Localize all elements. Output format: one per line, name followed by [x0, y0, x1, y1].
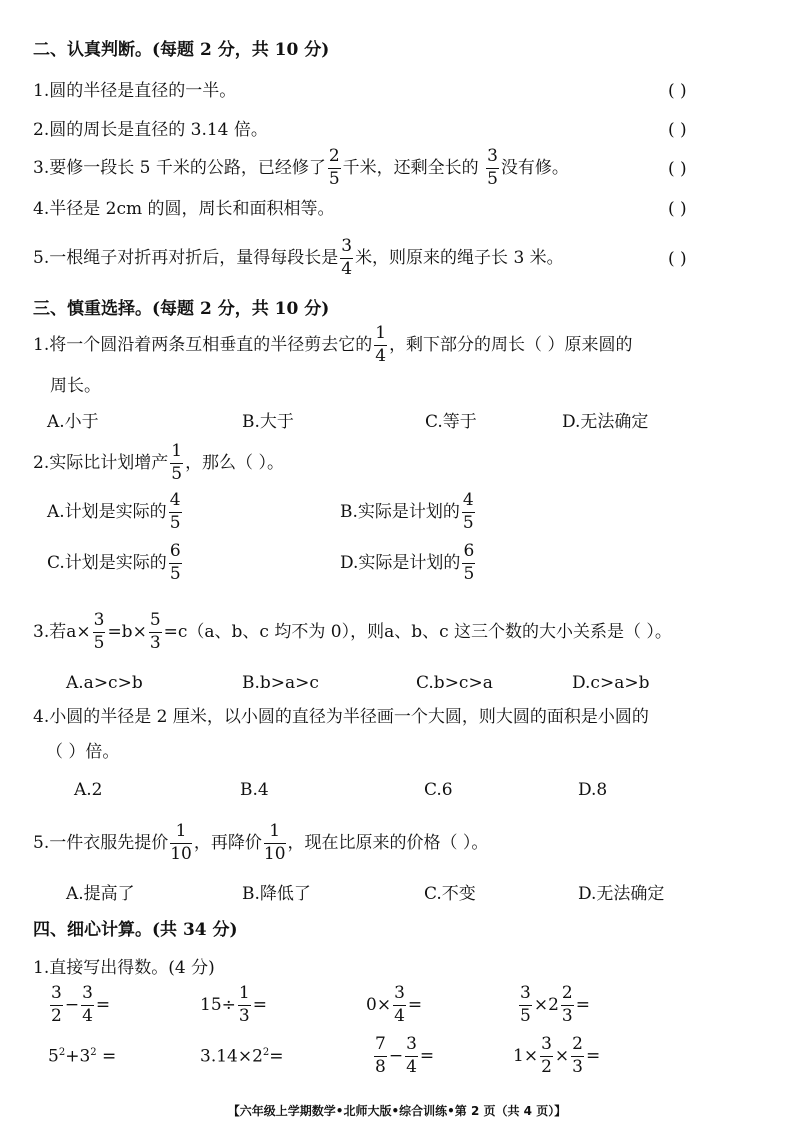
s3-question-4: 4.小圆的半径是 2 厘米，以小圆的直径为半径画一个大圆，则大圆的面积是小圆的	[33, 707, 649, 727]
s3-q5-option-d[interactable]: D.无法确定	[578, 884, 665, 904]
s3-q2-option-b[interactable]: B.实际是计划的 $\frac{4}{5}$	[340, 490, 474, 533]
s3-q3-text-a: 3.若a×	[33, 621, 91, 642]
s3-q1-continuation: 周长。	[50, 376, 101, 396]
fraction: $\frac{1}{10}$	[170, 821, 192, 864]
fraction: $\frac{2}{3}$	[561, 983, 573, 1026]
s3-q4-continuation: （ ）倍。	[46, 742, 120, 762]
s2-q3-text-b: 千米，还剩全长的	[342, 157, 485, 178]
fraction: $\frac{6}{5}$	[169, 541, 181, 584]
fraction: $\frac{3}{4}$	[406, 1034, 417, 1077]
fraction: $\frac{6}{5}$	[463, 541, 475, 584]
s4-question-1: 1.直接写出得数。(4 分)	[33, 958, 215, 978]
s3-q3-option-a[interactable]: A.a>c>b	[66, 673, 143, 693]
fraction: $\frac{1}{5}$	[171, 441, 183, 484]
s3-q5-text-a: 5.一件衣服先提价	[33, 832, 169, 853]
calc-expression-3: 0× $\frac{3}{4}$ =	[366, 983, 423, 1026]
s3-q3-option-d[interactable]: D.c>a>b	[572, 673, 650, 693]
s2-q4-answer-paren[interactable]: ( )	[668, 199, 687, 219]
s3-q1-option-a[interactable]: A.小于	[47, 412, 99, 432]
s3-q3-option-c[interactable]: C.b>c>a	[416, 673, 493, 693]
calc-expression-7: $\frac{7}{8}$ − $\frac{3}{4}$ =	[375, 1034, 435, 1077]
s2-q5-answer-paren[interactable]: ( )	[668, 249, 687, 269]
s2-question-2: 2.圆的周长是直径的 3.14 倍。	[33, 120, 268, 140]
s3-q1-option-c[interactable]: C.等于	[425, 412, 477, 432]
s3-q5-option-a[interactable]: A.提高了	[66, 884, 135, 904]
s3-question-1	[33, 325, 632, 366]
s2-question-5	[33, 238, 564, 279]
s3-q1-text-a: 1.将一个圆沿着两条互相垂直的半径剪去它的	[33, 334, 373, 355]
s3-q3-text-b: =b×	[107, 621, 147, 642]
s2-q3-text-c: 没有修。	[500, 157, 569, 178]
s3-q2-text-b: ，那么（ ）。	[185, 452, 284, 473]
fraction: $\frac{5}{3}$	[149, 610, 161, 653]
section2-heading: 二、认真判断。(每题 2 分，共 10 分)	[33, 40, 330, 60]
fraction: $\frac{3}{5}$	[487, 146, 498, 189]
fraction: $\frac{2}{3}$	[572, 1034, 583, 1077]
s2-question-4: 4.半径是 2cm 的圆，周长和面积相等。	[33, 199, 335, 219]
s3-question-2	[33, 443, 284, 484]
s3-q2-option-a[interactable]: A.计划是实际的 $\frac{4}{5}$	[47, 490, 181, 533]
s3-q1-option-d[interactable]: D.无法确定	[562, 412, 649, 432]
s2-q3-answer-paren[interactable]: ( )	[668, 159, 687, 179]
s3-q1-text-b: ，剩下部分的周长（ ）原来圆的	[389, 334, 633, 355]
section4-heading: 四、细心计算。(共 34 分)	[33, 920, 238, 940]
fraction: $\frac{3}{4}$	[82, 983, 93, 1026]
fraction: $\frac{3}{5}$	[93, 610, 105, 653]
fraction: $\frac{3}{2}$	[51, 983, 62, 1026]
s2-q5-text-a: 5.一根绳子对折再对折后，量得每段长是	[33, 247, 339, 268]
s3-q2-text-a: 2.实际比计划增产	[33, 452, 169, 473]
fraction: $\frac{1}{10}$	[263, 821, 286, 864]
s3-q5-option-c[interactable]: C.不变	[424, 884, 476, 904]
s2-q1-answer-paren[interactable]: ( )	[668, 81, 687, 101]
s3-q1-option-b[interactable]: B.大于	[242, 412, 294, 432]
fraction: $\frac{1}{3}$	[238, 983, 250, 1026]
s2-q3-text-a: 3.要修一段长 5 千米的公路，已经修了	[33, 157, 326, 178]
s3-q5-option-b[interactable]: B.降低了	[242, 884, 311, 904]
s3-question-3	[33, 612, 672, 653]
fraction: $\frac{4}{5}$	[169, 490, 181, 533]
page-footer: 【六年级上学期数学•北师大版•综合训练•第 2 页（共 4 页）】	[227, 1104, 567, 1118]
s2-question-3	[33, 148, 569, 189]
fraction: $\frac{3}{4}$	[394, 983, 405, 1026]
s3-q4-option-a[interactable]: A.2	[74, 780, 103, 800]
calc-expression-4: $\frac{3}{5}$ ×2 $\frac{2}{3}$ =	[520, 983, 590, 1026]
s3-q4-option-b[interactable]: B.4	[240, 780, 269, 800]
s3-q2-option-d[interactable]: D.实际是计划的 $\frac{6}{5}$	[340, 541, 475, 584]
s3-q2-option-c[interactable]: C.计划是实际的 $\frac{6}{5}$	[47, 541, 181, 584]
s2-q5-text-b: 米，则原来的绳子长 3 米。	[355, 247, 564, 268]
fraction: $\frac{1}{4}$	[375, 323, 387, 366]
calc-expression-5: $5^2+3^2$ =	[48, 1046, 117, 1067]
section3-heading: 三、慎重选择。(每题 2 分，共 10 分)	[33, 299, 330, 319]
fraction: $\frac{7}{8}$	[375, 1034, 386, 1077]
fraction: $\frac{3}{4}$	[341, 236, 353, 279]
s3-q4-option-d[interactable]: D.8	[578, 780, 608, 800]
s3-q3-option-b[interactable]: B.b>a>c	[242, 673, 319, 693]
calc-expression-6: $3.14\times 2^2=$	[200, 1046, 284, 1067]
s3-q5-text-b: ，再降价	[193, 832, 262, 853]
s3-q5-text-c: ，现在比原来的价格（ ）。	[287, 832, 489, 853]
calc-expression-8: 1× $\frac{3}{2}$ × $\frac{2}{3}$ =	[513, 1034, 601, 1077]
fraction: $\frac{4}{5}$	[462, 490, 474, 533]
s2-question-1: 1.圆的半径是直径的一半。	[33, 81, 237, 101]
s3-q3-text-c: =c（a、b、c 均不为 0），则a、b、c 这三个数的大小关系是（ ）。	[163, 621, 672, 642]
calc-expression-1: $\frac{3}{2}$ − $\frac{3}{4}$ =	[51, 983, 111, 1026]
s3-q4-option-c[interactable]: C.6	[424, 780, 453, 800]
s2-q2-answer-paren[interactable]: ( )	[668, 120, 687, 140]
s3-question-5	[33, 823, 488, 864]
fraction: $\frac{2}{5}$	[328, 146, 340, 189]
fraction: $\frac{3}{5}$	[520, 983, 531, 1026]
fraction: $\frac{3}{2}$	[541, 1034, 552, 1077]
calc-expression-2: 15÷ $\frac{1}{3}$ =	[200, 983, 267, 1026]
